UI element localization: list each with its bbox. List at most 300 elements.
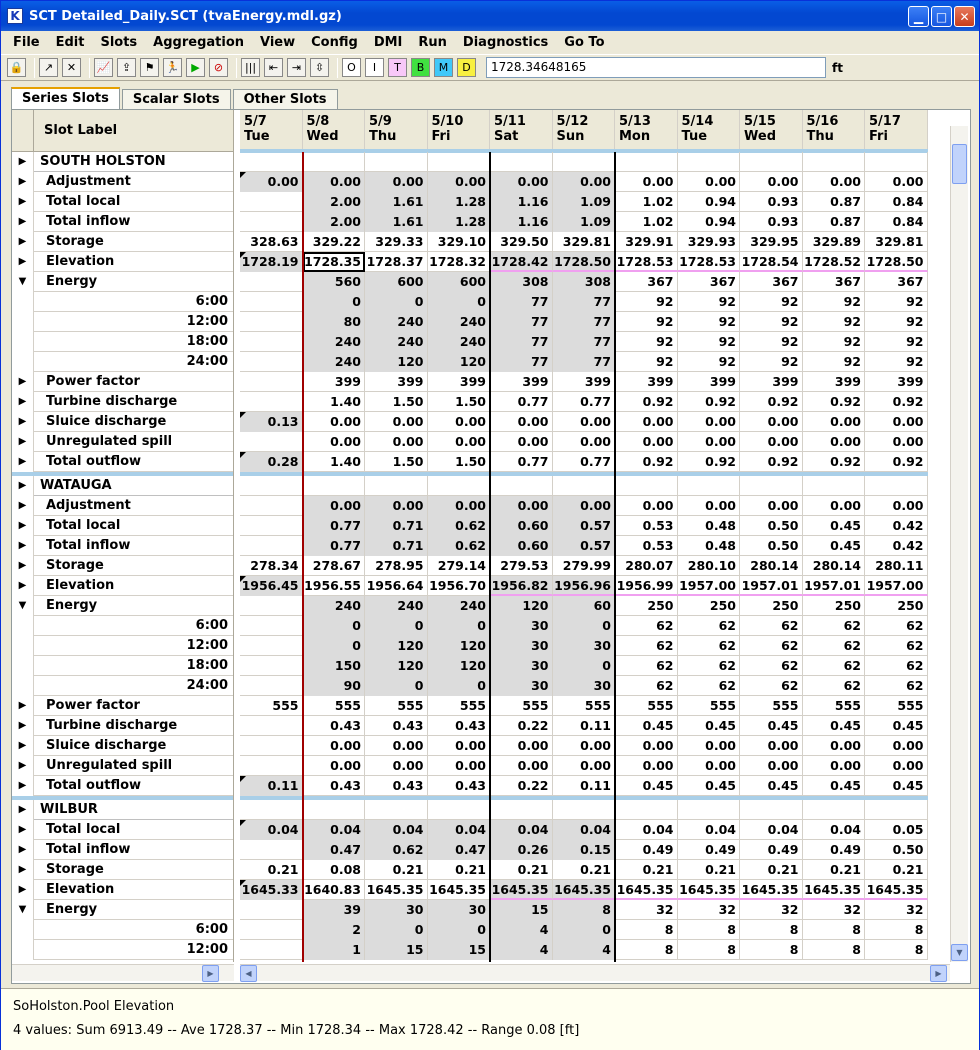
data-cell[interactable]: 8 bbox=[865, 920, 928, 940]
data-cell[interactable]: 250 bbox=[740, 596, 803, 616]
data-cell[interactable]: 92 bbox=[740, 332, 803, 352]
data-cell[interactable]: 92 bbox=[865, 312, 928, 332]
data-cell[interactable]: 30 bbox=[553, 676, 616, 696]
data-cell[interactable]: 0 bbox=[365, 920, 428, 940]
data-cell[interactable] bbox=[553, 152, 616, 172]
data-cell[interactable]: 1645.35 bbox=[678, 880, 741, 900]
expand-arrow-icon[interactable]: ▶ bbox=[12, 452, 34, 472]
data-cell[interactable]: 0.00 bbox=[615, 756, 678, 776]
data-cell[interactable]: 62 bbox=[615, 636, 678, 656]
data-cell[interactable]: 30 bbox=[490, 676, 553, 696]
data-cell[interactable]: 0.45 bbox=[678, 716, 741, 736]
data-cell[interactable]: 0.00 bbox=[803, 496, 866, 516]
data-cell[interactable]: 62 bbox=[803, 616, 866, 636]
data-cell[interactable]: 92 bbox=[615, 352, 678, 372]
data-cell[interactable]: 39 bbox=[303, 900, 366, 920]
data-cell[interactable]: 0 bbox=[365, 616, 428, 636]
data-cell[interactable]: 367 bbox=[615, 272, 678, 292]
data-cell[interactable]: 62 bbox=[865, 656, 928, 676]
data-cell[interactable]: 399 bbox=[865, 372, 928, 392]
data-cell[interactable]: 0 bbox=[303, 636, 366, 656]
label-horizontal-scrollbar[interactable] bbox=[12, 964, 234, 981]
data-cell[interactable]: 555 bbox=[615, 696, 678, 716]
timestep-row[interactable] bbox=[12, 920, 234, 940]
data-cell[interactable]: 329.93 bbox=[678, 232, 741, 252]
data-cell[interactable] bbox=[553, 800, 616, 820]
expand-arrow-icon[interactable]: ▶ bbox=[12, 756, 34, 776]
expand-arrow-icon[interactable]: ▶ bbox=[12, 576, 34, 596]
data-cell[interactable]: 1728.50 bbox=[553, 252, 616, 272]
data-cell[interactable]: 0.00 bbox=[490, 736, 553, 756]
data-cell[interactable]: 0.15 bbox=[553, 840, 616, 860]
data-cell[interactable] bbox=[365, 152, 428, 172]
data-cell[interactable]: 0.47 bbox=[303, 840, 366, 860]
data-cell[interactable]: 250 bbox=[678, 596, 741, 616]
data-cell[interactable]: 62 bbox=[678, 676, 741, 696]
slot-row[interactable] bbox=[12, 212, 234, 232]
data-cell[interactable] bbox=[428, 476, 491, 496]
data-cell[interactable]: 30 bbox=[490, 636, 553, 656]
data-cell[interactable]: 60 bbox=[553, 596, 616, 616]
data-cell[interactable]: 240 bbox=[303, 596, 366, 616]
data-cell[interactable]: 92 bbox=[803, 312, 866, 332]
data-cell[interactable] bbox=[240, 272, 303, 292]
date-column-header[interactable] bbox=[240, 110, 303, 152]
data-cell[interactable]: 399 bbox=[803, 372, 866, 392]
data-cell[interactable]: 77 bbox=[553, 312, 616, 332]
data-cell[interactable]: 1.02 bbox=[615, 192, 678, 212]
data-cell[interactable]: 0.21 bbox=[553, 860, 616, 880]
data-cell[interactable]: 0.00 bbox=[865, 756, 928, 776]
data-cell[interactable]: 0.00 bbox=[303, 172, 366, 192]
data-cell[interactable]: 32 bbox=[678, 900, 741, 920]
data-cell[interactable]: 0.11 bbox=[553, 776, 616, 796]
data-cell[interactable]: 0.45 bbox=[803, 776, 866, 796]
data-cell[interactable]: 240 bbox=[428, 332, 491, 352]
data-cell[interactable]: 30 bbox=[490, 656, 553, 676]
data-cell[interactable]: 1645.35 bbox=[615, 880, 678, 900]
data-cell[interactable] bbox=[490, 476, 553, 496]
data-cell[interactable]: 555 bbox=[365, 696, 428, 716]
expand-arrow-icon[interactable]: ▶ bbox=[12, 536, 34, 556]
slot-row[interactable] bbox=[12, 372, 234, 392]
slot-row[interactable] bbox=[12, 412, 234, 432]
data-cell[interactable]: 0.21 bbox=[490, 860, 553, 880]
data-cell[interactable]: 0.87 bbox=[803, 192, 866, 212]
slot-row[interactable] bbox=[12, 756, 234, 776]
data-cell[interactable]: 0.13 bbox=[240, 412, 303, 432]
data-cell[interactable] bbox=[240, 392, 303, 412]
data-cell[interactable] bbox=[240, 840, 303, 860]
data-cell[interactable]: 0.48 bbox=[678, 536, 741, 556]
data-cell[interactable]: 0 bbox=[428, 676, 491, 696]
data-cell[interactable]: 92 bbox=[865, 352, 928, 372]
data-cell[interactable] bbox=[240, 516, 303, 536]
data-cell[interactable] bbox=[240, 800, 303, 820]
data-cell[interactable]: 0.00 bbox=[303, 496, 366, 516]
data-cell[interactable]: 280.11 bbox=[865, 556, 928, 576]
data-cell[interactable]: 367 bbox=[803, 272, 866, 292]
expand-arrow-icon[interactable]: ▶ bbox=[12, 556, 34, 576]
slot-row[interactable] bbox=[12, 736, 234, 756]
data-cell[interactable]: 0 bbox=[365, 676, 428, 696]
title-bar[interactable] bbox=[1, 1, 979, 31]
data-cell[interactable]: 0.00 bbox=[803, 736, 866, 756]
data-cell[interactable]: 77 bbox=[553, 292, 616, 312]
data-cell[interactable]: 0.00 bbox=[803, 412, 866, 432]
data-cell[interactable]: 2 bbox=[303, 920, 366, 940]
menu-view[interactable]: View bbox=[260, 34, 296, 50]
data-cell[interactable]: 92 bbox=[678, 292, 741, 312]
data-cell[interactable]: 62 bbox=[865, 636, 928, 656]
data-cell[interactable]: 0.00 bbox=[303, 736, 366, 756]
expand-arrow-icon[interactable]: ▶ bbox=[12, 696, 34, 716]
data-cell[interactable]: 1645.35 bbox=[865, 880, 928, 900]
expand-arrow-icon[interactable]: ▶ bbox=[12, 716, 34, 736]
data-cell[interactable] bbox=[240, 212, 303, 232]
data-cell[interactable]: 0.00 bbox=[490, 496, 553, 516]
data-cell[interactable]: 1640.83 bbox=[303, 880, 366, 900]
data-cell[interactable] bbox=[740, 476, 803, 496]
data-cell[interactable]: 0.00 bbox=[428, 756, 491, 776]
slot-row[interactable] bbox=[12, 232, 234, 252]
data-cell[interactable]: 120 bbox=[428, 656, 491, 676]
data-cell[interactable]: 329.95 bbox=[740, 232, 803, 252]
data-cell[interactable] bbox=[240, 716, 303, 736]
data-cell[interactable]: 0.00 bbox=[365, 756, 428, 776]
data-cell[interactable]: 0.43 bbox=[428, 776, 491, 796]
data-cell[interactable]: 0.21 bbox=[428, 860, 491, 880]
data-cell[interactable]: 0.00 bbox=[740, 172, 803, 192]
menu-run[interactable]: Run bbox=[418, 34, 447, 50]
date-column-header[interactable] bbox=[365, 110, 428, 152]
maximize-button[interactable]: □ bbox=[931, 6, 952, 27]
data-cell[interactable]: 2.00 bbox=[303, 192, 366, 212]
data-cell[interactable] bbox=[365, 476, 428, 496]
data-cell[interactable]: 367 bbox=[740, 272, 803, 292]
data-cell[interactable]: 1728.35 bbox=[303, 252, 366, 272]
data-cell[interactable]: 80 bbox=[303, 312, 366, 332]
data-cell[interactable]: 1956.96 bbox=[553, 576, 616, 596]
timestep-row[interactable] bbox=[12, 312, 234, 332]
data-cell[interactable]: 1.16 bbox=[490, 192, 553, 212]
data-cell[interactable]: 62 bbox=[740, 636, 803, 656]
data-cell[interactable]: 4 bbox=[553, 940, 616, 960]
data-cell[interactable]: 1.61 bbox=[365, 212, 428, 232]
data-cell[interactable]: 32 bbox=[803, 900, 866, 920]
data-cell[interactable]: 30 bbox=[428, 900, 491, 920]
fit-height-icon[interactable]: ⇥ bbox=[287, 58, 306, 77]
data-cell[interactable] bbox=[428, 800, 491, 820]
data-cell[interactable]: 1 bbox=[303, 940, 366, 960]
data-cell[interactable]: 0.50 bbox=[865, 840, 928, 860]
color-i-button[interactable]: I bbox=[365, 58, 384, 77]
data-cell[interactable]: 92 bbox=[678, 312, 741, 332]
data-cell[interactable]: 0.77 bbox=[490, 452, 553, 472]
data-cell[interactable]: 555 bbox=[740, 696, 803, 716]
menu-config[interactable]: Config bbox=[311, 34, 358, 50]
data-cell[interactable]: 62 bbox=[678, 656, 741, 676]
data-cell[interactable]: 0.00 bbox=[740, 736, 803, 756]
date-column-header[interactable] bbox=[803, 110, 866, 152]
data-cell[interactable]: 1.28 bbox=[428, 212, 491, 232]
data-cell[interactable]: 0 bbox=[553, 616, 616, 636]
columns-icon[interactable]: ||| bbox=[241, 58, 260, 77]
data-cell[interactable]: 0.00 bbox=[490, 412, 553, 432]
data-cell[interactable]: 15 bbox=[490, 900, 553, 920]
expand-arrow-icon[interactable]: ▶ bbox=[12, 392, 34, 412]
data-cell[interactable]: 0.28 bbox=[240, 452, 303, 472]
data-cell[interactable]: 0.21 bbox=[240, 860, 303, 880]
data-cell[interactable]: 0.04 bbox=[240, 820, 303, 840]
data-cell[interactable]: 399 bbox=[740, 372, 803, 392]
data-cell[interactable]: 0.00 bbox=[803, 756, 866, 776]
data-cell[interactable]: 0.43 bbox=[365, 716, 428, 736]
data-cell[interactable]: 0.00 bbox=[678, 412, 741, 432]
data-cell[interactable] bbox=[240, 312, 303, 332]
data-cell[interactable]: 555 bbox=[240, 696, 303, 716]
data-cell[interactable]: 0.71 bbox=[365, 536, 428, 556]
data-cell[interactable]: 0.93 bbox=[740, 212, 803, 232]
data-cell[interactable]: 279.53 bbox=[490, 556, 553, 576]
data-cell[interactable]: 0.92 bbox=[615, 392, 678, 412]
slot-row[interactable] bbox=[12, 840, 234, 860]
data-cell[interactable]: 329.10 bbox=[428, 232, 491, 252]
close-button[interactable]: ✕ bbox=[954, 6, 975, 27]
vertical-scrollbar[interactable] bbox=[950, 126, 968, 962]
collapse-arrow-icon[interactable]: ▼ bbox=[12, 596, 34, 616]
data-cell[interactable] bbox=[240, 476, 303, 496]
timestep-row[interactable] bbox=[12, 940, 234, 960]
data-cell[interactable]: 15 bbox=[428, 940, 491, 960]
data-cell[interactable]: 1728.37 bbox=[365, 252, 428, 272]
slot-row[interactable] bbox=[12, 596, 234, 616]
slot-row[interactable] bbox=[12, 172, 234, 192]
data-cell[interactable]: 329.22 bbox=[303, 232, 366, 252]
data-cell[interactable]: 0.49 bbox=[678, 840, 741, 860]
data-cell[interactable]: 1728.53 bbox=[678, 252, 741, 272]
data-cell[interactable] bbox=[428, 152, 491, 172]
data-cell[interactable] bbox=[240, 656, 303, 676]
data-cell[interactable]: 1.09 bbox=[553, 212, 616, 232]
data-cell[interactable]: 0.04 bbox=[615, 820, 678, 840]
data-cell[interactable]: 0.04 bbox=[553, 820, 616, 840]
data-cell[interactable]: 0.00 bbox=[740, 756, 803, 776]
data-cell[interactable]: 280.14 bbox=[740, 556, 803, 576]
data-cell[interactable]: 0.45 bbox=[740, 776, 803, 796]
data-cell[interactable]: 0.43 bbox=[303, 716, 366, 736]
data-cell[interactable] bbox=[240, 676, 303, 696]
slot-row[interactable] bbox=[12, 576, 234, 596]
data-cell[interactable] bbox=[490, 152, 553, 172]
data-cell[interactable] bbox=[553, 476, 616, 496]
data-cell[interactable]: 32 bbox=[615, 900, 678, 920]
slot-row[interactable] bbox=[12, 392, 234, 412]
data-cell[interactable]: 0.77 bbox=[303, 536, 366, 556]
timestep-row[interactable] bbox=[12, 332, 234, 352]
date-column-header[interactable] bbox=[678, 110, 741, 152]
data-cell[interactable]: 0.00 bbox=[615, 412, 678, 432]
slot-row[interactable] bbox=[12, 820, 234, 840]
data-cell[interactable]: 0.08 bbox=[303, 860, 366, 880]
data-cell[interactable]: 1.40 bbox=[303, 392, 366, 412]
data-cell[interactable]: 0.77 bbox=[303, 516, 366, 536]
data-cell[interactable]: 0.00 bbox=[740, 496, 803, 516]
data-cell[interactable]: 0.00 bbox=[365, 496, 428, 516]
menu-aggregation[interactable]: Aggregation bbox=[153, 34, 245, 50]
data-cell[interactable]: 1.28 bbox=[428, 192, 491, 212]
data-cell[interactable]: 0.04 bbox=[678, 820, 741, 840]
data-cell[interactable]: 0.60 bbox=[490, 536, 553, 556]
data-cell[interactable] bbox=[678, 476, 741, 496]
scroll-down-icon[interactable]: ▼ bbox=[951, 944, 968, 961]
data-cell[interactable]: 0.22 bbox=[490, 776, 553, 796]
data-cell[interactable]: 0.00 bbox=[740, 432, 803, 452]
data-cell[interactable] bbox=[240, 596, 303, 616]
timestep-row[interactable] bbox=[12, 636, 234, 656]
data-cell[interactable]: 0.00 bbox=[303, 432, 366, 452]
data-cell[interactable]: 555 bbox=[865, 696, 928, 716]
expand-arrow-icon[interactable]: ▶ bbox=[12, 880, 34, 900]
color-m-button[interactable]: M bbox=[434, 58, 453, 77]
data-cell[interactable]: 1728.32 bbox=[428, 252, 491, 272]
data-cell[interactable]: 555 bbox=[678, 696, 741, 716]
menu-dmi[interactable]: DMI bbox=[373, 34, 403, 50]
data-cell[interactable]: 8 bbox=[740, 940, 803, 960]
data-cell[interactable]: 0.00 bbox=[490, 432, 553, 452]
data-cell[interactable] bbox=[303, 152, 366, 172]
data-cell[interactable]: 1956.70 bbox=[428, 576, 491, 596]
object-row[interactable] bbox=[12, 800, 234, 820]
data-cell[interactable]: 1.50 bbox=[365, 452, 428, 472]
data-cell[interactable]: 0.92 bbox=[615, 452, 678, 472]
data-cell[interactable]: 367 bbox=[865, 272, 928, 292]
data-cell[interactable]: 92 bbox=[803, 292, 866, 312]
data-cell[interactable]: 62 bbox=[678, 636, 741, 656]
data-cell[interactable]: 8 bbox=[615, 940, 678, 960]
data-cell[interactable]: 0.49 bbox=[615, 840, 678, 860]
data-cell[interactable]: 399 bbox=[553, 372, 616, 392]
data-cell[interactable] bbox=[615, 152, 678, 172]
data-cell[interactable]: 0.00 bbox=[553, 756, 616, 776]
data-cell[interactable]: 0.45 bbox=[615, 716, 678, 736]
data-cell[interactable]: 0.42 bbox=[865, 536, 928, 556]
data-cell[interactable]: 600 bbox=[365, 272, 428, 292]
data-cell[interactable]: 1645.35 bbox=[740, 880, 803, 900]
data-cell[interactable]: 0 bbox=[553, 920, 616, 940]
data-cell[interactable]: 1728.19 bbox=[240, 252, 303, 272]
object-row[interactable] bbox=[12, 152, 234, 172]
data-cell[interactable]: 329.81 bbox=[553, 232, 616, 252]
data-cell[interactable]: 92 bbox=[678, 332, 741, 352]
data-cell[interactable]: 1.50 bbox=[428, 392, 491, 412]
date-column-header[interactable] bbox=[303, 110, 366, 152]
data-cell[interactable]: 0.00 bbox=[490, 172, 553, 192]
expand-arrow-icon[interactable]: ▶ bbox=[12, 412, 34, 432]
data-cell[interactable]: 8 bbox=[740, 920, 803, 940]
data-cell[interactable]: 555 bbox=[303, 696, 366, 716]
data-cell[interactable]: 0.62 bbox=[428, 516, 491, 536]
data-cell[interactable]: 92 bbox=[615, 332, 678, 352]
data-cell[interactable]: 279.14 bbox=[428, 556, 491, 576]
data-cell[interactable]: 30 bbox=[490, 616, 553, 636]
data-cell[interactable]: 278.95 bbox=[365, 556, 428, 576]
data-cell[interactable] bbox=[303, 476, 366, 496]
data-cell[interactable]: 0.00 bbox=[865, 172, 928, 192]
date-column-header[interactable] bbox=[428, 110, 491, 152]
data-cell[interactable]: 600 bbox=[428, 272, 491, 292]
data-cell[interactable] bbox=[740, 152, 803, 172]
data-cell[interactable]: 250 bbox=[803, 596, 866, 616]
data-cell[interactable]: 8 bbox=[678, 940, 741, 960]
data-cell[interactable]: 0.21 bbox=[865, 860, 928, 880]
data-cell[interactable] bbox=[740, 800, 803, 820]
slot-row[interactable] bbox=[12, 192, 234, 212]
data-cell[interactable]: 30 bbox=[365, 900, 428, 920]
data-cell[interactable]: 0.77 bbox=[490, 392, 553, 412]
data-cell[interactable]: 0 bbox=[365, 292, 428, 312]
data-cell[interactable]: 0.92 bbox=[740, 452, 803, 472]
data-cell[interactable]: 4 bbox=[490, 920, 553, 940]
data-cell[interactable]: 0.00 bbox=[365, 172, 428, 192]
data-cell[interactable]: 0.21 bbox=[615, 860, 678, 880]
data-cell[interactable]: 0.00 bbox=[865, 496, 928, 516]
slot-row[interactable] bbox=[12, 696, 234, 716]
data-cell[interactable]: 329.50 bbox=[490, 232, 553, 252]
data-cell[interactable]: 278.67 bbox=[303, 556, 366, 576]
scroll-right-icon[interactable]: ▶ bbox=[202, 965, 219, 982]
data-cell[interactable]: 0.45 bbox=[865, 776, 928, 796]
data-cell[interactable]: 120 bbox=[365, 352, 428, 372]
expand-arrow-icon[interactable]: ▶ bbox=[12, 496, 34, 516]
expand-arrow-icon[interactable]: ▶ bbox=[12, 252, 34, 272]
slot-row[interactable] bbox=[12, 716, 234, 736]
date-column-header[interactable] bbox=[615, 110, 678, 152]
data-cell[interactable]: 0.92 bbox=[865, 392, 928, 412]
data-cell[interactable]: 150 bbox=[303, 656, 366, 676]
data-cell[interactable]: 1645.33 bbox=[240, 880, 303, 900]
data-cell[interactable]: 62 bbox=[865, 616, 928, 636]
fit-all-icon[interactable]: ⇳ bbox=[310, 58, 329, 77]
data-cell[interactable]: 0.00 bbox=[365, 432, 428, 452]
data-cell[interactable]: 0.00 bbox=[553, 736, 616, 756]
data-cell[interactable]: 399 bbox=[678, 372, 741, 392]
data-cell[interactable]: 329.33 bbox=[365, 232, 428, 252]
data-cell[interactable]: 1956.82 bbox=[490, 576, 553, 596]
data-cell[interactable]: 0.77 bbox=[553, 392, 616, 412]
data-cell[interactable]: 279.99 bbox=[553, 556, 616, 576]
data-cell[interactable]: 0.00 bbox=[428, 496, 491, 516]
open-slot-icon[interactable]: ↗ bbox=[39, 58, 58, 77]
data-cell[interactable] bbox=[615, 800, 678, 820]
fit-width-icon[interactable]: ⇤ bbox=[264, 58, 283, 77]
data-cell[interactable]: 77 bbox=[490, 332, 553, 352]
data-cell[interactable]: 0.62 bbox=[365, 840, 428, 860]
data-cell[interactable]: 0.00 bbox=[803, 432, 866, 452]
data-cell[interactable] bbox=[240, 940, 303, 960]
date-column-header[interactable] bbox=[740, 110, 803, 152]
data-cell[interactable]: 4 bbox=[490, 940, 553, 960]
data-cell[interactable]: 0.49 bbox=[803, 840, 866, 860]
data-cell[interactable]: 0.00 bbox=[615, 736, 678, 756]
timestep-row[interactable] bbox=[12, 352, 234, 372]
data-cell[interactable] bbox=[240, 292, 303, 312]
data-cell[interactable]: 240 bbox=[303, 332, 366, 352]
expand-arrow-icon[interactable]: ▶ bbox=[12, 840, 34, 860]
data-cell[interactable]: 1728.50 bbox=[865, 252, 928, 272]
data-cell[interactable]: 0.00 bbox=[240, 172, 303, 192]
data-cell[interactable]: 1957.00 bbox=[865, 576, 928, 596]
